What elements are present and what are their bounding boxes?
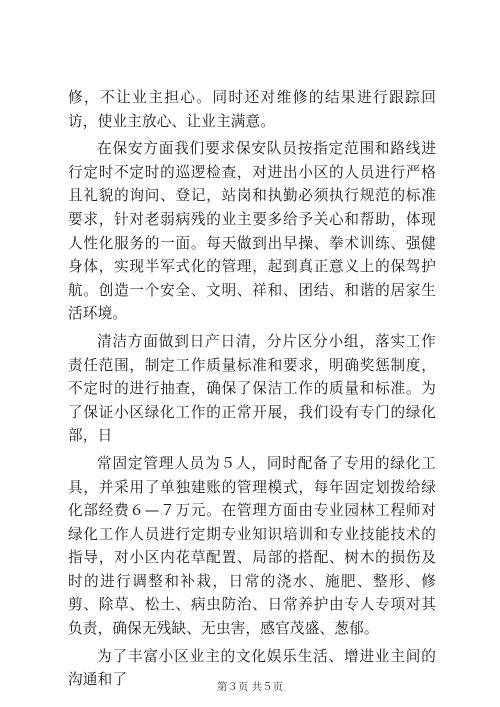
paragraph-culture: 为了丰富小区业主的文化娱乐生活、增进业主间的沟通和了 [68,647,436,689]
page-number-footer: 第３页 共５页 [216,681,284,693]
paragraph-greening: 常固定管理人员为５人，同时配备了专用的绿化工具，并采用了单独建账的管理模式，每年固定划拨给绿化部经费６—７万元。在管理方面由专业园林工程师对绿化工作人员进行定期专业知识培训和专业技能技术的指导，对小区内花草配置、局部的搭配、树木的损伤及时的进行调整和补栽，日常的浇水、施肥、整形、修剪、除草、松土、病虫防治、日常养护由专人专项对其负责，确保无残缺、无虫害，感官茂盛、葱郁。 [68,454,436,638]
document-body [68,86,436,692]
paragraph-cleaning: 清洁方面做到日产日清，分片区分小组，落实工作责任范围，制定工作质量标准和要求，明确奖惩制度，不定时的进行抽查，确保了保洁工作的质量和标准。为了保证小区绿化工作的正常开展，我们设有专门的绿化部，日 [68,332,436,445]
paragraph-maintenance-followup: 修，不让业主担心。同时还对维修的结果进行跟踪回访，使业主放心、让业主满意。 [68,89,436,130]
paragraph-security: 在保安方面我们要求保安队员按指定范围和路线进行定时不定时的巡逻检查，对进出小区的人员进行严格且礼貌的询问、登记，站岗和执勤必须执行规范的标准要求，针对老弱病残的业主要多给予关心和帮助，体现人性化服务的一面。每天做到出早操、拳术训练、强健身体，实现半军式化的管理，起到真正意义上的保驾护航。创造一个安全、文明、祥和、团结、和谐的居家生活环境。 [68,140,436,323]
